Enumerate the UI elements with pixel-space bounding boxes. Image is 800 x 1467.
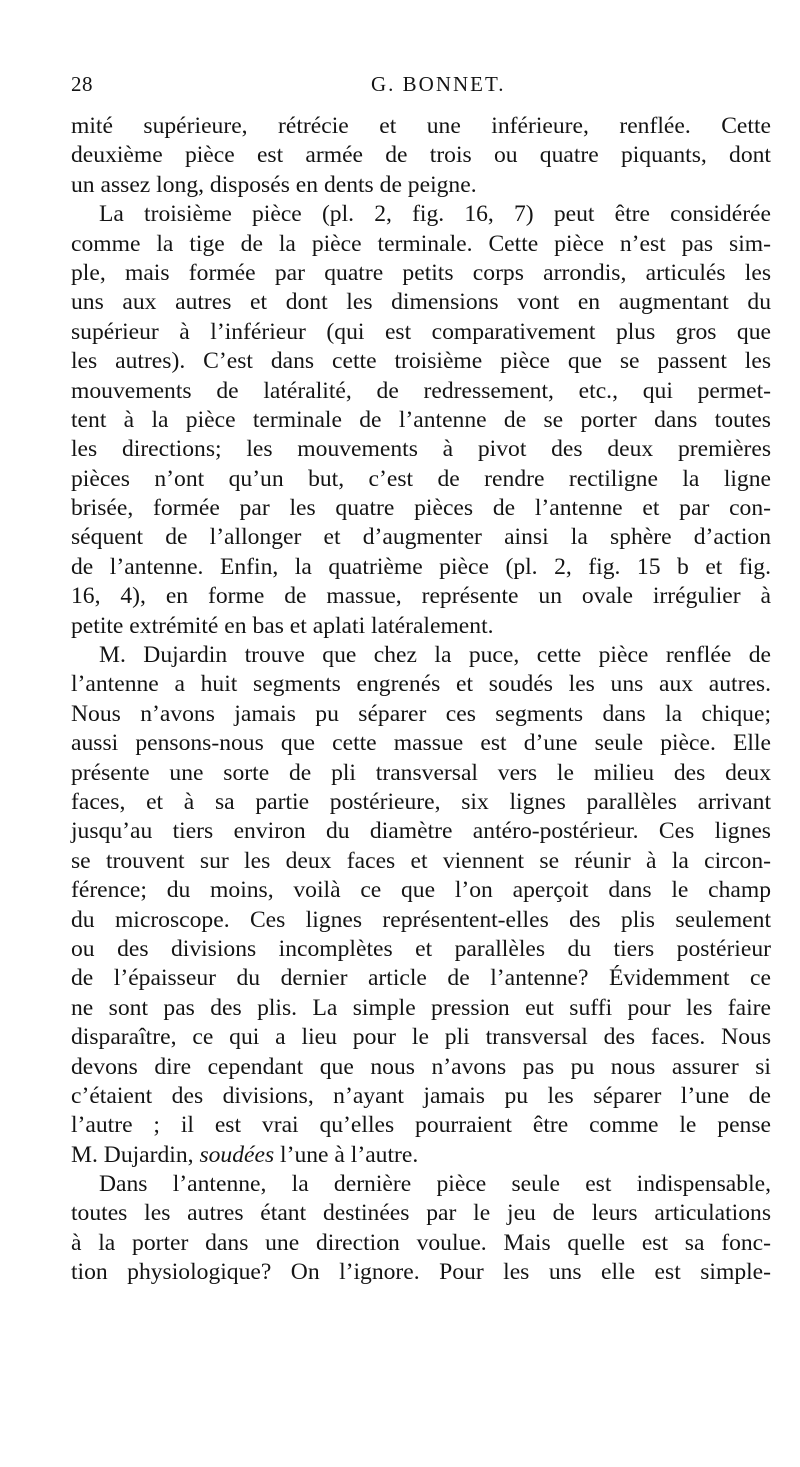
- text-line: [71, 141, 771, 170]
- text-line-content: à la porter dans une direction voulue. Mais quelle est sa fonc-: [71, 1229, 771, 1256]
- text-line: [71, 817, 771, 846]
- text-line-content: présente une sorte de pli transversal vers le milieu des deux: [71, 759, 771, 786]
- text-line-content: mité supérieure, rétrécie et une inférieure, renflée. Cette: [71, 113, 771, 139]
- text-line-content: les directions; les mouvements à pivot des deux premières: [71, 436, 771, 463]
- text-line: [71, 906, 771, 935]
- text-line: [71, 788, 771, 817]
- text-line-content: uns aux autres et dont les dimensions vont en augmentant du: [71, 289, 771, 316]
- emphasized-word: soudées: [199, 1141, 275, 1168]
- text-line: [71, 171, 771, 200]
- text-line-content: M. Dujardin,: [71, 1141, 200, 1168]
- text-line-content: ple, mais formée par quatre petits corps arrondis, articulés les: [71, 259, 771, 286]
- text-line: [71, 1199, 771, 1228]
- running-title: G. BONNET.: [371, 72, 506, 96]
- text-line: [71, 288, 771, 317]
- text-line-content: mouvements de latéralité, de redressement, etc., qui permet-: [71, 377, 771, 404]
- text-line-content: tent à la pièce terminale de l’antenne de se porter dans toutes: [71, 406, 771, 433]
- page-header: [71, 72, 771, 102]
- text-line-content: de l’antenne. Enfin, la quatrième pièce (pl. 2, fig. 15 b et fig.: [71, 553, 771, 580]
- text-line-content: Dans l’antenne, la dernière pièce seule est indispensable,: [99, 1171, 771, 1198]
- text-line: [71, 1141, 771, 1170]
- text-line-content: devons dire cependant que nous n’avons pas pu nous assurer si: [71, 1053, 771, 1080]
- text-line: [71, 729, 771, 758]
- text-line: [71, 582, 771, 611]
- text-line: [71, 876, 771, 905]
- text-line: [71, 1258, 771, 1287]
- text-line: [71, 700, 771, 729]
- text-line-content: petite extrémité en bas et aplati latéralement.: [71, 612, 494, 639]
- text-line: [71, 641, 771, 670]
- text-line-content: faces, et à sa partie postérieure, six lignes parallèles arrivant: [71, 788, 771, 815]
- text-line: [71, 1053, 771, 1082]
- text-line: [71, 847, 771, 876]
- text-line: [71, 1023, 771, 1052]
- text-line: [71, 523, 771, 552]
- text-line-content: toutes les autres étant destinées par le jeu de leurs articulations: [71, 1200, 771, 1227]
- text-line: [71, 377, 771, 406]
- text-line: [71, 935, 771, 964]
- text-line-content: comme la tige de la pièce terminale. Cette pièce n’est pas sim-: [71, 230, 771, 257]
- text-line-content: M. Dujardin trouve que chez la puce, cette pièce renflée de: [99, 642, 771, 669]
- text-line: [71, 435, 771, 464]
- text-line: [71, 230, 771, 259]
- text-line: [71, 259, 771, 288]
- text-line-content: ne sont pas des plis. La simple pression eut suffi pour les faire: [71, 994, 771, 1021]
- text-line: [71, 759, 771, 788]
- text-line-content: La troisième pièce (pl. 2, fig. 16, 7) peut être considérée: [99, 201, 771, 228]
- text-line: [71, 465, 771, 494]
- text-line: [71, 1229, 771, 1258]
- text-line-continuation: l’une à l’autre.: [274, 1141, 419, 1168]
- text-line-content: jusqu’au tiers environ du diamètre antéro-postérieur. Ces lignes: [71, 818, 771, 845]
- text-line-content: supérieur à l’inférieur (qui est comparativement plus gros que: [71, 318, 771, 345]
- text-line-content: de l’épaisseur du dernier article de l’antenne? Évidemment ce: [71, 965, 771, 992]
- text-line: [71, 1082, 771, 1111]
- text-line: [71, 1111, 771, 1140]
- text-line: [71, 318, 771, 347]
- text-line: [71, 994, 771, 1023]
- text-line-content: aussi pensons-nous que cette massue est d’une seule pièce. Elle: [71, 730, 771, 757]
- text-line: [71, 1170, 771, 1199]
- text-line: [71, 964, 771, 993]
- text-line-content: l’autre ; il est vrai qu’elles pourraient être comme le pense: [71, 1112, 771, 1139]
- text-line-content: c’étaient des divisions, n’ayant jamais pu les séparer l’une de: [71, 1082, 771, 1109]
- text-line-content: disparaître, ce qui a lieu pour le pli transversal des faces. Nous: [71, 1024, 771, 1051]
- text-line: [71, 347, 771, 376]
- text-line-content: Nous n’avons jamais pu séparer ces segments dans la chique;: [71, 700, 771, 727]
- text-line-content: deuxième pièce est armée de trois ou quatre piquants, dont: [71, 142, 771, 169]
- text-line-content: un assez long, disposés en dents de peigne.: [71, 171, 477, 198]
- text-line-content: ou des divisions incomplètes et parallèles du tiers postérieur: [71, 935, 771, 962]
- text-line-content: l’antenne a huit segments engrenés et soudés les uns aux autres.: [71, 671, 771, 698]
- text-line-content: les autres). C’est dans cette troisième pièce que se passent les: [71, 348, 771, 375]
- text-line-content: tion physiologique? On l’ignore. Pour les uns elle est simple-: [71, 1259, 771, 1286]
- text-line-content: pièces n’ont qu’un but, c’est de rendre rectiligne la ligne: [71, 465, 771, 492]
- text-line: [71, 494, 771, 523]
- text-line-content: 16, 4), en forme de massue, représente un ovale irrégulier à: [71, 583, 771, 610]
- text-line-content: brisée, formée par les quatre pièces de l’antenne et par con-: [71, 495, 771, 522]
- text-line-content: férence; du moins, voilà ce que l’on aperçoit dans le champ: [71, 877, 771, 904]
- text-line: [71, 553, 771, 582]
- body-text: [71, 112, 771, 1288]
- text-line: [71, 406, 771, 435]
- text-line-content: séquent de l’allonger et d’augmenter ainsi la sphère d’action: [71, 524, 771, 551]
- page-number: 28: [71, 72, 93, 96]
- text-line-content: se trouvent sur les deux faces et viennent se réunir à la circon-: [71, 847, 771, 874]
- text-line: [71, 200, 771, 229]
- text-line: [71, 612, 771, 641]
- text-line-content: du microscope. Ces lignes représentent-elles des plis seulement: [71, 906, 771, 933]
- text-line: [71, 670, 771, 699]
- text-line: [71, 112, 771, 141]
